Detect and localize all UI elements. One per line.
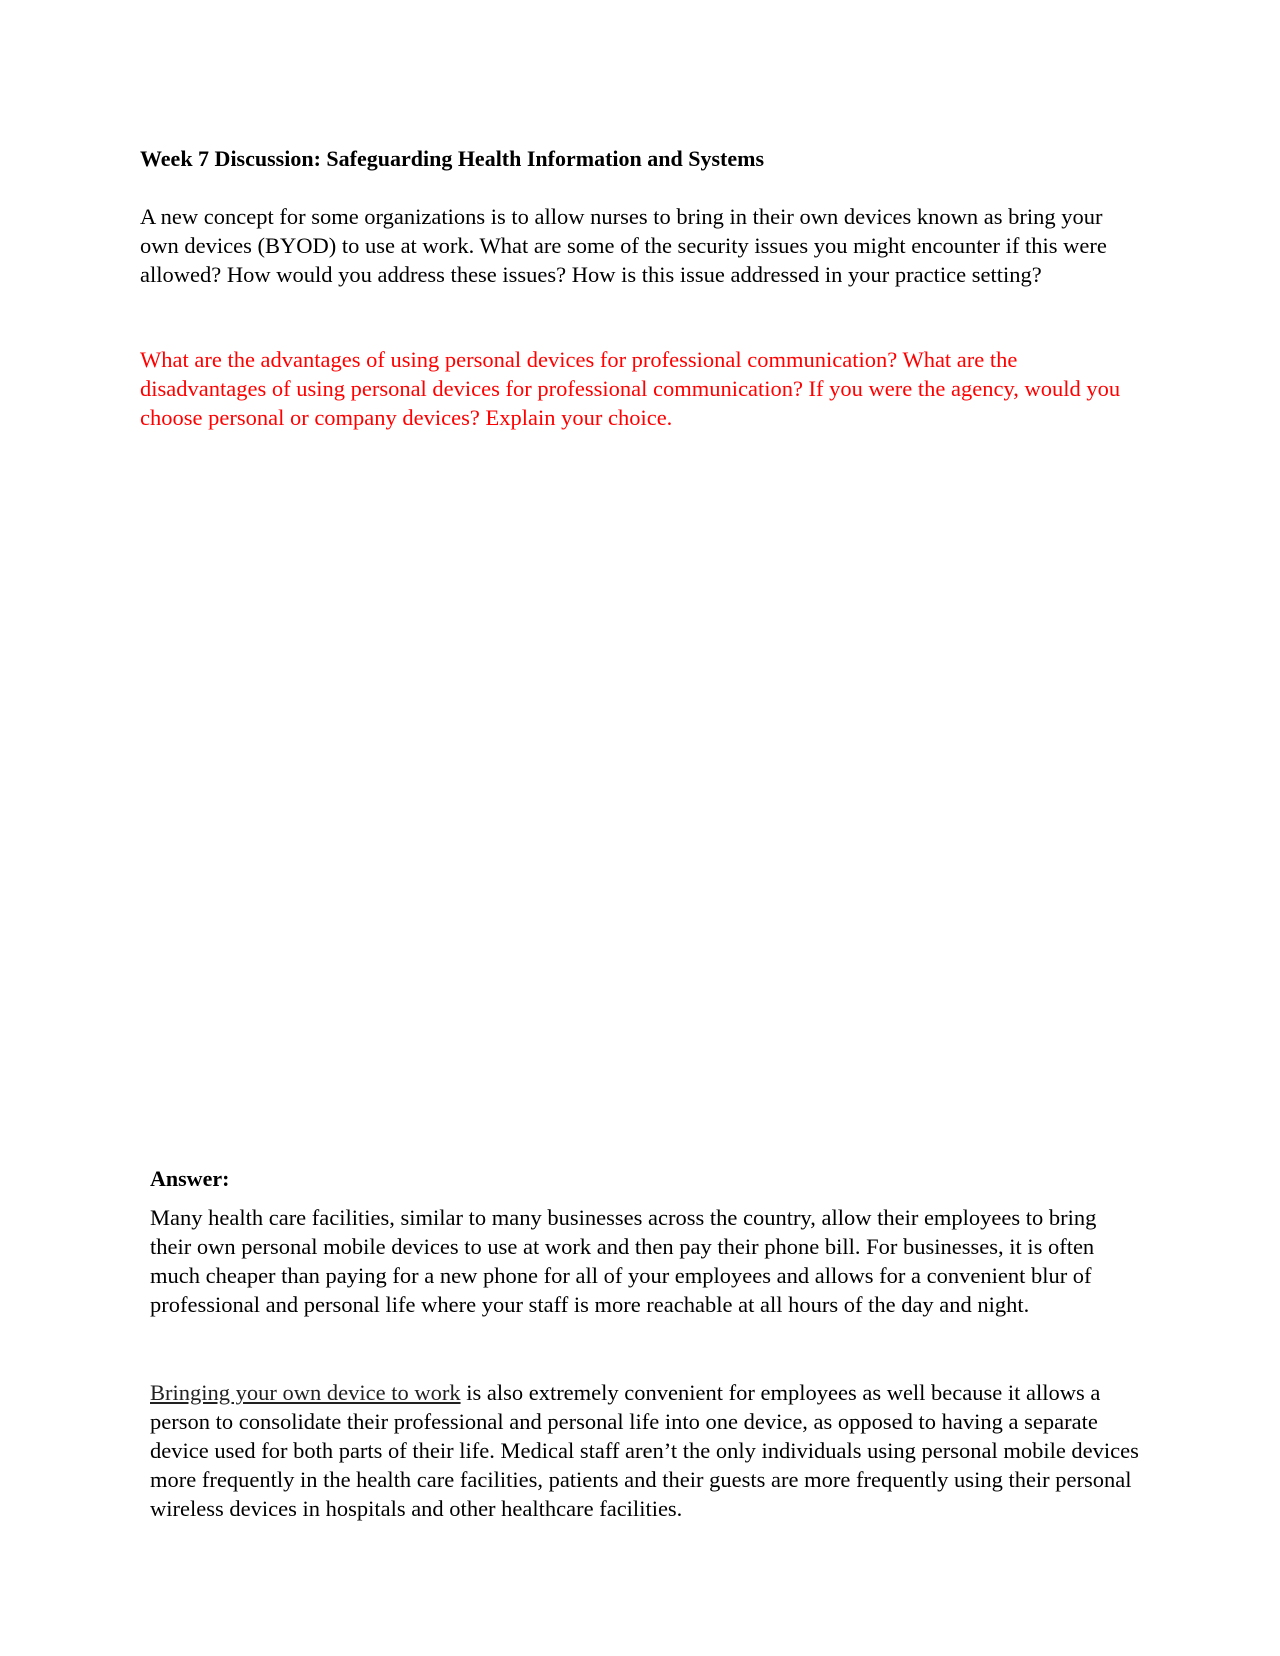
answer-heading: Answer: — [150, 1166, 230, 1191]
answer-paragraph-1: Many health care facilities, similar to many businesses across the country, allow their employees to bring their own personal mobile devices to use at work and then pay their phone bill. For businesses, it is often much cheaper than paying for a new phone for all of your employees and allows for a convenient blur of professional and personal life where your staff is more reachable at all hours of the day and night. — [150, 1205, 1097, 1317]
discussion-question: A new concept for some organizations is to allow nurses to bring in their own devices known as bring your own devices (BYOD) to use at work. What are some of the security issues you might encounter if this were allowed? How would you address these issues? How is this issue addressed in your practice setting? — [140, 204, 1107, 287]
byod-link[interactable]: Bringing your own device to work — [150, 1380, 461, 1405]
discussion-question-highlight: What are the advantages of using personal devices for professional communication? What are the disadvantages of using personal devices for professional communication? If you were the agency, would you choose personal or company devices? Explain your choice. — [140, 347, 1121, 430]
answer-paragraph-2 — [150, 1378, 1140, 1523]
document-title: Week 7 Discussion: Safeguarding Health Information and Systems — [140, 146, 765, 171]
answer-paragraph-2-text: is also extremely convenient for employees as well because it allows a person to consolidate their professional and personal life into one device, as opposed to having a separate device used for both parts of their life. Medical staff aren’t the only individuals using personal mobile devices more frequently in the health care facilities, patients and their guests are more frequently using their personal wireless devices in hospitals and other healthcare facilities. — [150, 1380, 1139, 1521]
